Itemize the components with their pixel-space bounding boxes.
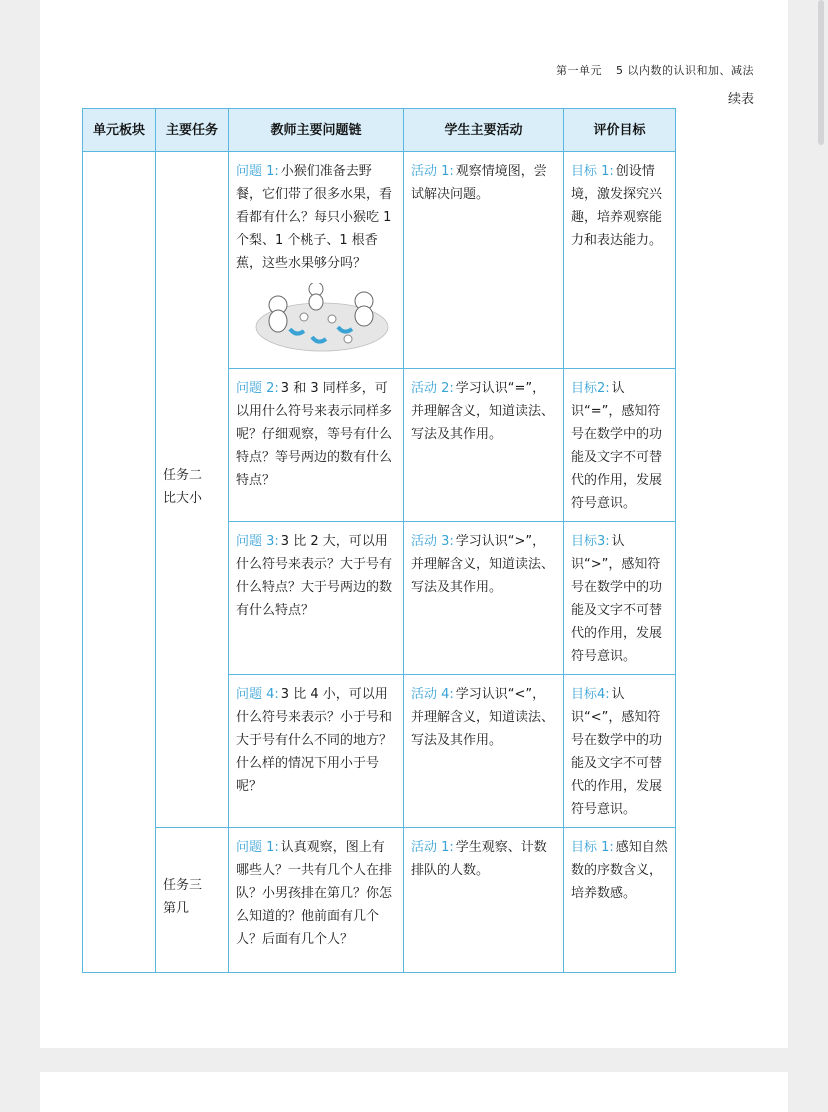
- activity-cell: [404, 152, 564, 369]
- goal-cell: [564, 828, 676, 973]
- lesson-plan-table: [82, 108, 676, 973]
- goal-cell: [564, 522, 676, 675]
- activity-label: 活动 1:: [411, 164, 454, 179]
- question-cell: [229, 369, 404, 522]
- question-cell: [229, 675, 404, 828]
- running-header: [556, 62, 754, 78]
- unit-title: 5 以内数的认识和加、减法: [616, 64, 754, 77]
- unit-block-cell: [83, 152, 156, 973]
- col-header: 学生主要活动: [404, 109, 564, 152]
- question-label: 问题 3:: [236, 534, 279, 549]
- continued-label: 续表: [727, 92, 754, 107]
- question-cell: [229, 152, 404, 369]
- activity-label: 活动 3:: [411, 534, 454, 549]
- goal-cell: [564, 152, 676, 369]
- activity-label: 活动 2:: [411, 381, 454, 396]
- task-cell: [156, 152, 229, 828]
- activity-cell: [404, 675, 564, 828]
- question-label: 问题 1:: [236, 840, 279, 855]
- activity-cell: [404, 522, 564, 675]
- task-cell: [156, 828, 229, 973]
- goal-label: 目标 1:: [571, 164, 614, 179]
- table-row: [83, 152, 676, 369]
- task-name: 任务三 第几: [163, 878, 203, 916]
- goal-text: 认识“<”，感知符号在数学中的功能及文字不可替代的作用，发展符号意识。: [571, 687, 663, 817]
- activity-cell: [404, 828, 564, 973]
- goal-label: 目标2:: [571, 381, 610, 396]
- col-header: 主要任务: [156, 109, 229, 152]
- activity-text: 学习认识“<”，并理解含义，知道读法、写法及其作用。: [411, 687, 555, 748]
- task-name: 任务二 比大小: [163, 467, 203, 506]
- goal-label: 目标 1:: [571, 840, 614, 855]
- question-text: 小猴们准备去野餐，它们带了很多水果，看看都有什么？每只小猴吃 1 个梨、1 个桃子、1 根香蕉，这些水果够分吗？: [236, 164, 393, 271]
- col-header: 评价目标: [564, 109, 676, 152]
- activity-label: 活动 4:: [411, 687, 454, 702]
- activity-label: 活动 1:: [411, 840, 454, 855]
- question-label: 问题 2:: [236, 381, 279, 396]
- question-text: 认真观察，图上有哪些人？一共有几个人在排队？小男孩排在第几？你怎么知道的？他前面有几个人？后面有几个人？: [236, 840, 393, 947]
- question-text: 3 比 2 大，可以用什么符号来表示？大于号有什么特点？大于号两边的数有什么特点？: [236, 534, 393, 618]
- goal-cell: [564, 675, 676, 828]
- unit-label: 第一单元: [556, 64, 602, 77]
- question-label: 问题 1:: [236, 164, 279, 179]
- goal-label: 目标3:: [571, 534, 610, 549]
- activity-text: 学习认识“=”，并理解含义，知道读法、写法及其作用。: [411, 381, 555, 442]
- table-row: [83, 828, 676, 973]
- activity-text: 学生观察、计数排队的人数。: [411, 840, 547, 878]
- goal-text: 创设情境，激发探究兴趣，培养观察能力和表达能力。: [571, 164, 663, 248]
- goal-text: 认识“>”，感知符号在数学中的功能及文字不可替代的作用，发展符号意识。: [571, 534, 663, 664]
- goal-text: 认识“=”，感知符号在数学中的功能及文字不可替代的作用，发展符号意识。: [571, 381, 663, 511]
- goal-text: 感知自然数的序数含义，培养数感。: [571, 840, 668, 901]
- goal-label: 目标4:: [571, 687, 610, 702]
- col-header: 教师主要问题链: [229, 109, 404, 152]
- scrollbar[interactable]: [818, 0, 824, 145]
- table-header-row: [83, 109, 676, 152]
- question-cell: [229, 828, 404, 973]
- next-page: [40, 1072, 788, 1112]
- monkeys-picnic-illustration: [254, 283, 390, 353]
- activity-cell: [404, 369, 564, 522]
- col-header: 单元板块: [83, 109, 156, 152]
- question-cell: [229, 522, 404, 675]
- question-label: 问题 4:: [236, 687, 279, 702]
- goal-cell: [564, 369, 676, 522]
- question-text: 3 比 4 小，可以用什么符号来表示？小于号和大于号有什么不同的地方？什么样的情况下用小于号呢？: [236, 687, 393, 794]
- activity-text: 学习认识“>”，并理解含义，知道读法、写法及其作用。: [411, 534, 555, 595]
- question-text: 3 和 3 同样多，可以用什么符号来表示同样多呢？仔细观察，等号有什么特点？等号两边的数有什么特点？: [236, 381, 393, 488]
- activity-text: 观察情境图，尝试解决问题。: [411, 164, 547, 202]
